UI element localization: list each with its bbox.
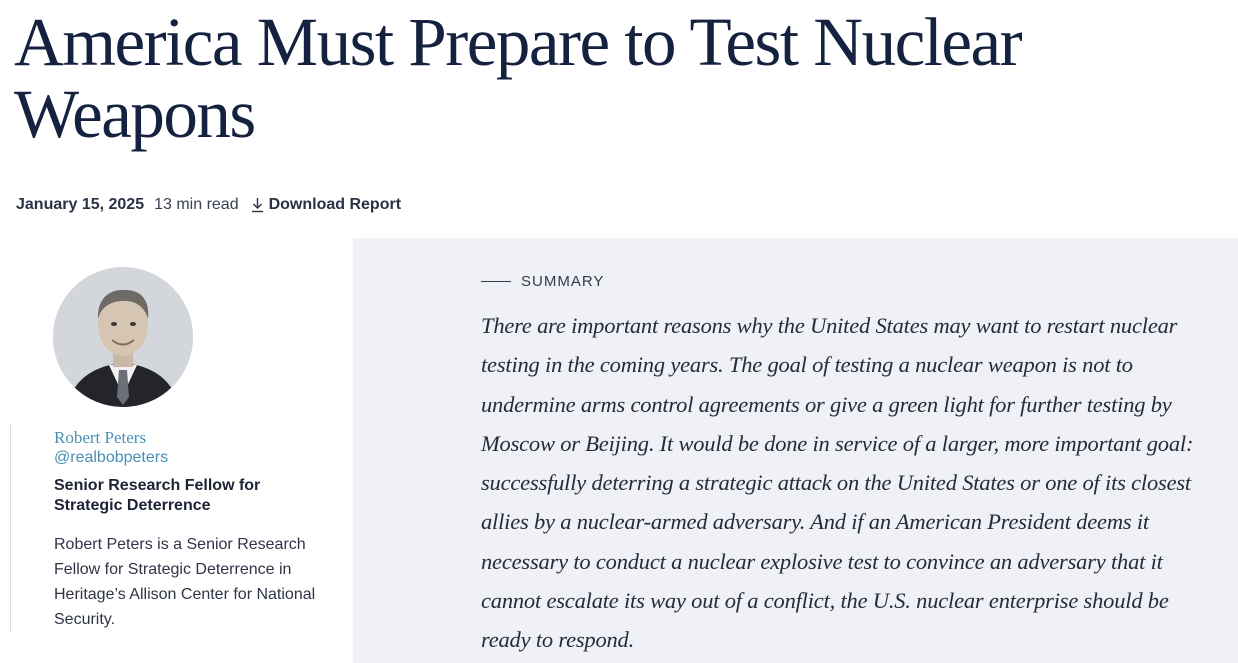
author-card <box>10 238 330 663</box>
article-meta <box>16 196 401 214</box>
publish-date: January 15, 2025 <box>16 196 145 213</box>
summary-panel <box>353 238 1238 663</box>
summary-dash <box>481 281 511 282</box>
summary-heading <box>481 273 604 290</box>
read-time: 13 min read <box>154 196 239 213</box>
article-title: America Must Prepare to Test Nuclear Weapons <box>14 4 1022 152</box>
author-portrait <box>53 267 193 407</box>
author-bio: Robert Peters is a Senior Research Fellow for Strategic Deterrence in Heritage’s Allison Center for National Security. <box>54 536 316 628</box>
summary-label: SUMMARY <box>521 273 605 290</box>
author-name[interactable]: Robert Peters <box>54 428 147 447</box>
summary-text: There are important reasons why the United States may want to restart nuclear testing in the coming years. The goal of testing a nuclear weapon is not to undermine arms control agreements or give a green light for further testing by Moscow or Beijing. It would be done in service of a larger, more important goal: successfully deterring a strategic attack on the United States or one of its closest allies by a nuclear-armed adversary. And if an American President deems it necessary to conduct a nuclear explosive test to convince an adversary that it cannot escalate its way out of a conflict, the U.S. nuclear enterprise should be ready to respond. <box>481 313 1194 653</box>
download-report-link[interactable] <box>251 196 401 214</box>
download-icon <box>251 197 264 213</box>
author-twitter-handle[interactable]: @realbobpeters <box>54 449 169 466</box>
download-report-label: Download Report <box>268 196 402 213</box>
author-divider <box>10 424 11 632</box>
author-avatar[interactable] <box>53 267 193 407</box>
author-role: Senior Research Fellow for Strategic Deterrence <box>54 477 261 514</box>
